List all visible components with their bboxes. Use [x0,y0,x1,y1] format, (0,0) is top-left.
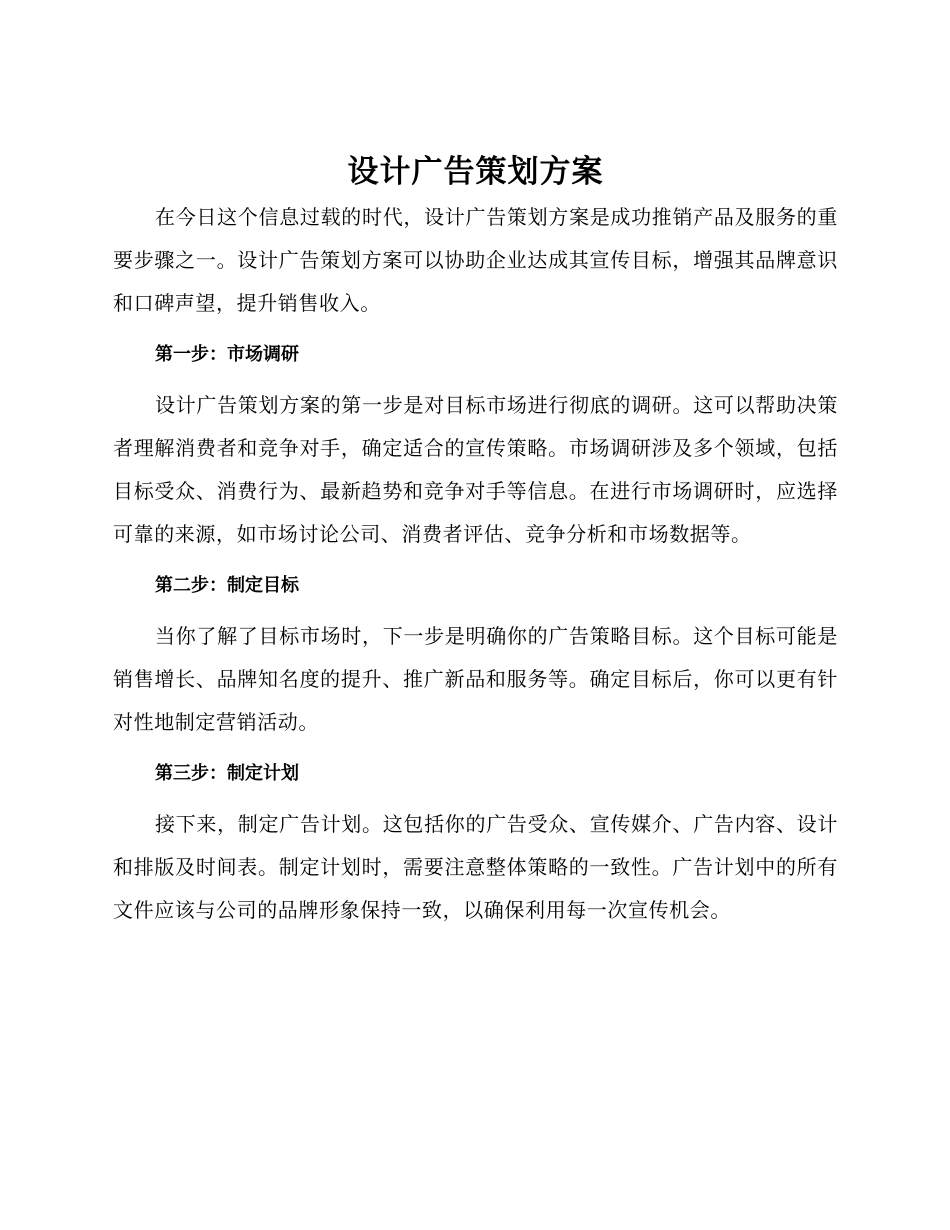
document-title: 设计广告策划方案 [347,154,604,190]
section-heading-2: 第二步：制定目标 [155,575,299,596]
section-heading-1: 第一步：市场调研 [155,344,299,365]
section-body-1: 设计广告策划方案的第一步是对目标市场进行彻底的调研。这可以帮助决策者理解消费者和竞争对手，确定适合的宣传策略。市场调研涉及多个领域，包括目标受众、消费行为、最新趋势和竞争对手等信息。在进行市场调研时，应选择可靠的来源，如市场讨论公司、消费者评估、竞争分析和市场数据等。 [113,393,838,546]
section-body-2: 当你了解了目标市场时，下一步是明确你的广告策略目标。这个目标可能是销售增长、品牌知名度的提升、推广新品和服务等。确定目标后，你可以更有针对性地制定营销活动。 [113,624,838,734]
document-page [113,148,838,932]
intro-paragraph: 在今日这个信息过载的时代，设计广告策划方案是成功推销产品及服务的重要步骤之一。设计广告策划方案可以协助企业达成其宣传目标，增强其品牌意识和口碑声望，提升销售收入。 [113,205,838,315]
section-heading-3: 第三步：制定计划 [155,763,299,784]
section-body-3: 接下来，制定广告计划。这包括你的广告受众、宣传媒介、广告内容、设计和排版及时间表。制定计划时，需要注意整体策略的一致性。广告计划中的所有文件应该与公司的品牌形象保持一致，以确保利用每一次宣传机会。 [113,812,838,922]
